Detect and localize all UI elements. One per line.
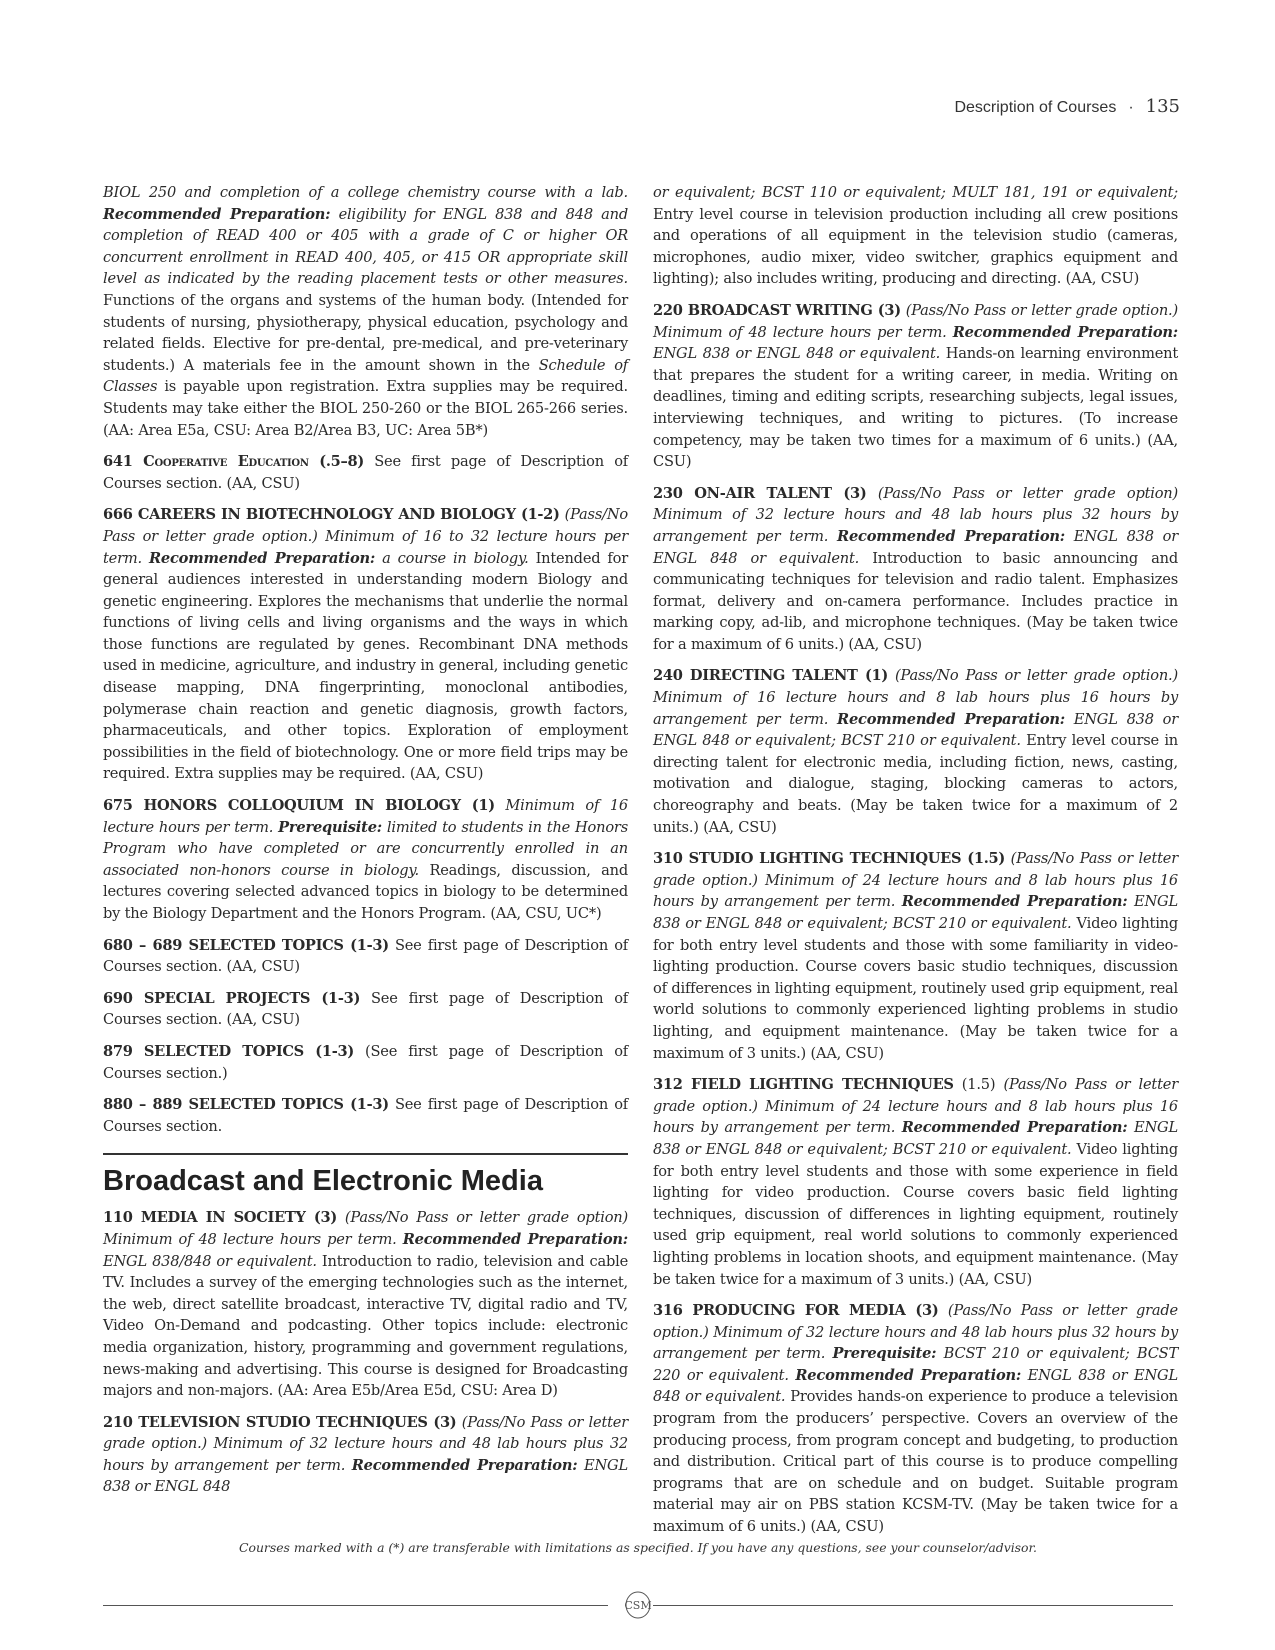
course-label-text: Recommended Preparation: bbox=[402, 1230, 628, 1248]
course-label bbox=[953, 324, 1178, 341]
right-entries bbox=[653, 182, 1178, 1538]
course-heading: 641 Cooperative Education (.5–8) bbox=[103, 453, 364, 471]
course-note: (Pass/No Pass or letter grade option.) Minimum of 16 lecture hours and 8 lab hours plus 16 hours by arrangement per term. bbox=[653, 667, 1178, 728]
left-entries bbox=[103, 182, 628, 1137]
course-label bbox=[837, 528, 1065, 545]
course-description: (1.5) bbox=[953, 1076, 996, 1094]
course-note: BIOL 250 and completion of a college chemistry course with a lab. bbox=[103, 184, 628, 201]
footer-rule-left bbox=[103, 1605, 608, 1606]
running-head bbox=[954, 96, 1180, 117]
course-heading: 879 SELECTED TOPICS (1-3) bbox=[103, 1042, 354, 1060]
course-note: ENGL 838/848 or equivalent. bbox=[103, 1252, 317, 1270]
course-label bbox=[352, 1457, 578, 1474]
left-column bbox=[103, 182, 628, 1508]
course-label-text: Prerequisite: bbox=[832, 1345, 937, 1363]
course-description: Introduction to basic announcing and communicating techniques for television and radio talent. Emphasizes format, delivery and on-camera performance. Includes practice in marking copy, ad-lib, and microphone techniques. (May be taken twice for a maximum of 6 units.) (AA, CSU) bbox=[653, 549, 1178, 653]
course-description: Entry level course in television production including all crew positions and operations of all equipment in the television studio (cameras, microphones, audio mixer, video switcher, graphics equipment and lighting); also includes writing, producing and directing. (AA, CSU) bbox=[653, 205, 1178, 288]
course-entry bbox=[103, 1412, 628, 1498]
course-note: or equivalent; BCST 110 or equivalent; MULT 181, 191 or equivalent; bbox=[653, 184, 1178, 201]
course-description: Provides hands-on experience to produce a television program from the producers’ perspective. Covers an overview of the producing process, from program concept and budgeting, to production and distribution. Critical part of this course is to produce compelling programs that are on schedule and on budget. Suitable program material may air on PBS station KCSM-TV. (May be taken twice for a maximum of 6 units.) (AA, CSU) bbox=[653, 1388, 1178, 1536]
section-name: Description of Courses bbox=[954, 99, 1117, 116]
course-entry bbox=[103, 1094, 628, 1137]
course-entry bbox=[653, 182, 1178, 290]
course-entry bbox=[653, 848, 1178, 1064]
footer-note: Courses marked with a (*) are transferable with limitations as specified. If you have any questions, see your counselor/advisor. bbox=[239, 1540, 1037, 1555]
course-heading: 110 MEDIA IN SOCIETY (3) bbox=[103, 1209, 337, 1227]
course-heading: 690 SPECIAL PROJECTS (1-3) bbox=[103, 989, 361, 1007]
course-label-text: Recommended Preparation: bbox=[952, 323, 1178, 341]
course-heading: 240 DIRECTING TALENT (1) bbox=[653, 667, 889, 685]
course-label bbox=[902, 893, 1128, 910]
course-heading: 220 BROADCAST WRITING (3) bbox=[653, 301, 901, 319]
course-note: ENGL 838 or ENGL 848 or equivalent. bbox=[653, 345, 941, 363]
course-note: (Pass/No Pass or letter grade option.) Minimum of 32 lecture hours and 48 lab hours plus 32 hours by arrangement per term. bbox=[653, 1302, 1178, 1363]
course-note: ENGL 838 or ENGL 848 or equivalent; BCST 210 or equivalent. bbox=[653, 893, 1178, 932]
course-note: limited to students in the Honors Program who have completed or are concurrently enrolled in an associated non-honors course in biology. bbox=[103, 818, 628, 879]
footer-rule bbox=[103, 1590, 1173, 1620]
course-entry bbox=[103, 1041, 628, 1084]
course-label-text: Recommended Preparation: bbox=[103, 205, 331, 223]
course-entry bbox=[653, 300, 1178, 473]
course-entry bbox=[103, 504, 628, 785]
course-note: (Pass/No Pass or letter grade option.) Minimum of 24 lecture hours and 8 lab hours plus 16 hours by arrangement per term. bbox=[653, 850, 1178, 911]
course-label bbox=[795, 1367, 1021, 1384]
page-number: 135 bbox=[1145, 96, 1180, 117]
course-note: a course in biology. bbox=[375, 549, 529, 567]
logo-text: CSM bbox=[624, 1599, 652, 1612]
course-label-text: Recommended Preparation: bbox=[351, 1456, 578, 1474]
course-description: See first page of Description of Courses section. (AA, CSU) bbox=[103, 989, 628, 1029]
course-entry bbox=[653, 1074, 1178, 1290]
section-divider bbox=[103, 1153, 628, 1155]
course-description: See first page of Description of Courses section. bbox=[103, 1096, 628, 1135]
course-description: Entry level course in directing talent for electronic media, including fiction, news, casting, motivation and dialogue, staging, blocking cameras to actors, choreography and beats. (May be taken twice for a maximum of 2 units.) (AA, CSU) bbox=[653, 732, 1178, 836]
course-description: Readings, discussion, and lectures covering selected advanced topics in biology to be determined by the Biology Department and the Honors Program. (AA, CSU, UC*) bbox=[103, 861, 629, 922]
course-heading: 210 TELEVISION STUDIO TECHNIQUES (3) bbox=[103, 1413, 457, 1431]
course-heading: 230 ON-AIR TALENT (3) bbox=[653, 484, 867, 502]
course-label-text: Recommended Preparation: bbox=[837, 527, 1065, 545]
course-heading: 680 – 689 SELECTED TOPICS (1-3) bbox=[103, 936, 389, 954]
course-note: (Pass/No Pass or letter grade option) Minimum of 48 lecture hours per term. bbox=[103, 1209, 628, 1248]
course-entry bbox=[653, 483, 1178, 656]
course-heading: 880 – 889 SELECTED TOPICS (1-3) bbox=[103, 1096, 389, 1114]
course-heading: 312 FIELD LIGHTING TECHNIQUES bbox=[653, 1076, 954, 1094]
course-description: Hands-on learning environment that prepares the student for a writing career, in media. Writing on deadlines, timing and editing scripts, researching subjects, legal issues, interviewing techniques, and writing to pictures. (To increase competency, may be taken two times for a maximum of 6 units.) (AA, CSU) bbox=[653, 345, 1179, 471]
course-heading: 316 PRODUCING FOR MEDIA (3) bbox=[653, 1302, 939, 1320]
course-note: (Pass/No Pass or letter grade option.) Minimum of 24 lecture hours and 8 lab hours plus 16 hours by arrangement per term. bbox=[653, 1076, 1178, 1137]
course-note: ENGL 838 or ENGL 848 or equivalent; BCST 210 or equivalent. bbox=[653, 710, 1178, 750]
course-entry bbox=[103, 935, 628, 978]
right-column bbox=[653, 182, 1178, 1548]
course-description: is payable upon registration. Extra supplies may be required. Students may take either the BIOL 250-260 or the BIOL 265-266 series. (AA: Area E5a, CSU: Area B2/Area B3, UC: Area 5B*) bbox=[103, 378, 628, 439]
course-label-text: Prerequisite: bbox=[278, 818, 382, 836]
course-label bbox=[837, 711, 1065, 728]
footer-rule-right bbox=[653, 1605, 1173, 1606]
course-entry bbox=[103, 1207, 628, 1401]
separator-dot: · bbox=[1128, 99, 1134, 116]
course-entry bbox=[103, 182, 628, 441]
course-label-text: Recommended Preparation: bbox=[901, 1119, 1128, 1137]
course-entry bbox=[103, 451, 628, 494]
course-note: BCST 210 or equivalent; BCST 220 or equivalent. bbox=[653, 1345, 1178, 1384]
section-title: Broadcast and Electronic Media bbox=[103, 1165, 543, 1198]
course-note: ENGL 838 or ENGL 848 bbox=[103, 1456, 628, 1496]
course-label bbox=[833, 1345, 937, 1362]
course-description: See first page of Description of Courses section. (AA, CSU) bbox=[103, 453, 628, 492]
course-label bbox=[103, 206, 330, 223]
course-note: ENGL 838 or ENGL 848 or equivalent. bbox=[653, 1366, 1178, 1406]
course-heading: 310 STUDIO LIGHTING TECHNIQUES (1.5) bbox=[653, 850, 1005, 868]
course-label-text: Recommended Preparation: bbox=[148, 549, 376, 567]
course-description: Intended for general audiences interested in understanding modern Biology and genetic engineering. Explores the mechanisms that underlie the normal functions of living cells and living organisms and the ways in which those functions are regulated by genes. Recombinant DNA methods used in medicine, agriculture, and industry in general, including genetic disease mapping, DNA fingerprinting, monoclonal antibodies, polymerase chain reaction and genetic diagnosis, growth factors, pharmaceuticals, and other topics. Exploration of employment possibilities in the field of biotechnology. One or more field trips may be required. Extra supplies may be required. (AA, CSU) bbox=[103, 549, 628, 783]
course-entry bbox=[653, 1300, 1178, 1538]
course-description: Video lighting for both entry level students and those with some experience in field lighting for video production. Course covers basic field lighting techniques, discussion of differences in lighting equipment, routinely used grip equipment, real world solutions to commonly experienced lighting problems in location shoots, and equipment maintenance. (May be taken twice for a maximum of 3 units.) (AA, CSU) bbox=[653, 1140, 1179, 1288]
course-label-text: Recommended Preparation: bbox=[795, 1366, 1022, 1384]
course-label-text: Recommended Preparation: bbox=[901, 893, 1128, 911]
course-label bbox=[902, 1119, 1128, 1136]
course-note: (Pass/No Pass or letter grade option.) Minimum of 16 to 32 lecture hours per term. bbox=[103, 506, 628, 567]
course-note: eligibility for ENGL 838 and 848 and completion of READ 400 or 405 with a grade of C or higher OR concurrent enrollment in READ 400, 405, or 415 OR appropriate skill level as indicated by the reading placement tests or other measures. bbox=[103, 205, 628, 288]
course-label bbox=[278, 819, 382, 836]
course-description: See first page of Description of Courses section. (AA, CSU) bbox=[103, 936, 628, 976]
course-note: ENGL 838 or ENGL 848 or equivalent. bbox=[653, 527, 1178, 567]
course-note: Schedule of Classes bbox=[103, 356, 628, 396]
course-note: Minimum of 16 lecture hours per term. bbox=[103, 797, 628, 836]
course-entry bbox=[653, 665, 1178, 838]
course-entry bbox=[103, 988, 628, 1031]
course-note: (Pass/No Pass or letter grade option.) Minimum of 32 lecture hours and 48 lab hours plus 32 hours by arrangement per term. bbox=[103, 1413, 628, 1474]
course-label-text: Recommended Preparation: bbox=[837, 710, 1065, 728]
course-heading: 666 CAREERS IN BIOTECHNOLOGY AND BIOLOGY (1-2) bbox=[103, 506, 560, 524]
course-label bbox=[403, 1231, 628, 1248]
course-label bbox=[149, 550, 375, 567]
course-entry bbox=[103, 795, 628, 925]
course-description: Functions of the organs and systems of the human body. (Intended for students of nursing, physiotherapy, physical education, psychology and related fields. Elective for pre-dental, pre-medical, and pre-veterinary students.) A materials fee in the amount shown in the bbox=[103, 291, 628, 374]
course-description: Video lighting for both entry level students and those with some familiarity in video-lighting production. Course covers basic studio techniques, discussion of differences in lighting equipment, routinely used grip equipment, real world solutions to commonly experienced lighting problems in studio lighting, and equipment maintenance. (May be taken twice for a maximum of 3 units.) (AA, CSU) bbox=[653, 915, 1179, 1062]
course-heading: 675 HONORS COLLOQUIUM IN BIOLOGY (1) bbox=[103, 797, 495, 815]
course-description: (See first page of Description of Courses section.) bbox=[103, 1042, 629, 1082]
course-note: (Pass/No Pass or letter grade option.) Minimum of 48 lecture hours per term. bbox=[653, 301, 1178, 341]
course-note: (Pass/No Pass or letter grade option) Minimum of 32 lecture hours and 48 lab hours plus 32 hours by arrangement per term. bbox=[653, 484, 1179, 545]
course-note: ENGL 838 or ENGL 848 or equivalent; BCST 210 or equivalent. bbox=[653, 1119, 1178, 1158]
section-entries bbox=[103, 1207, 628, 1498]
course-description: Introduction to radio, television and cable TV. Includes a survey of the emerging technologies such as the internet, the web, direct satellite broadcast, interactive TV, digital radio and TV, Video On-Demand and podcasting. Other topics include: electronic media organization, history, programming and government regulations, news-making and advertising. This course is designed for Broadcasting majors and non-majors. (AA: Area E5b/Area E5d, CSU: Area D) bbox=[103, 1252, 628, 1400]
